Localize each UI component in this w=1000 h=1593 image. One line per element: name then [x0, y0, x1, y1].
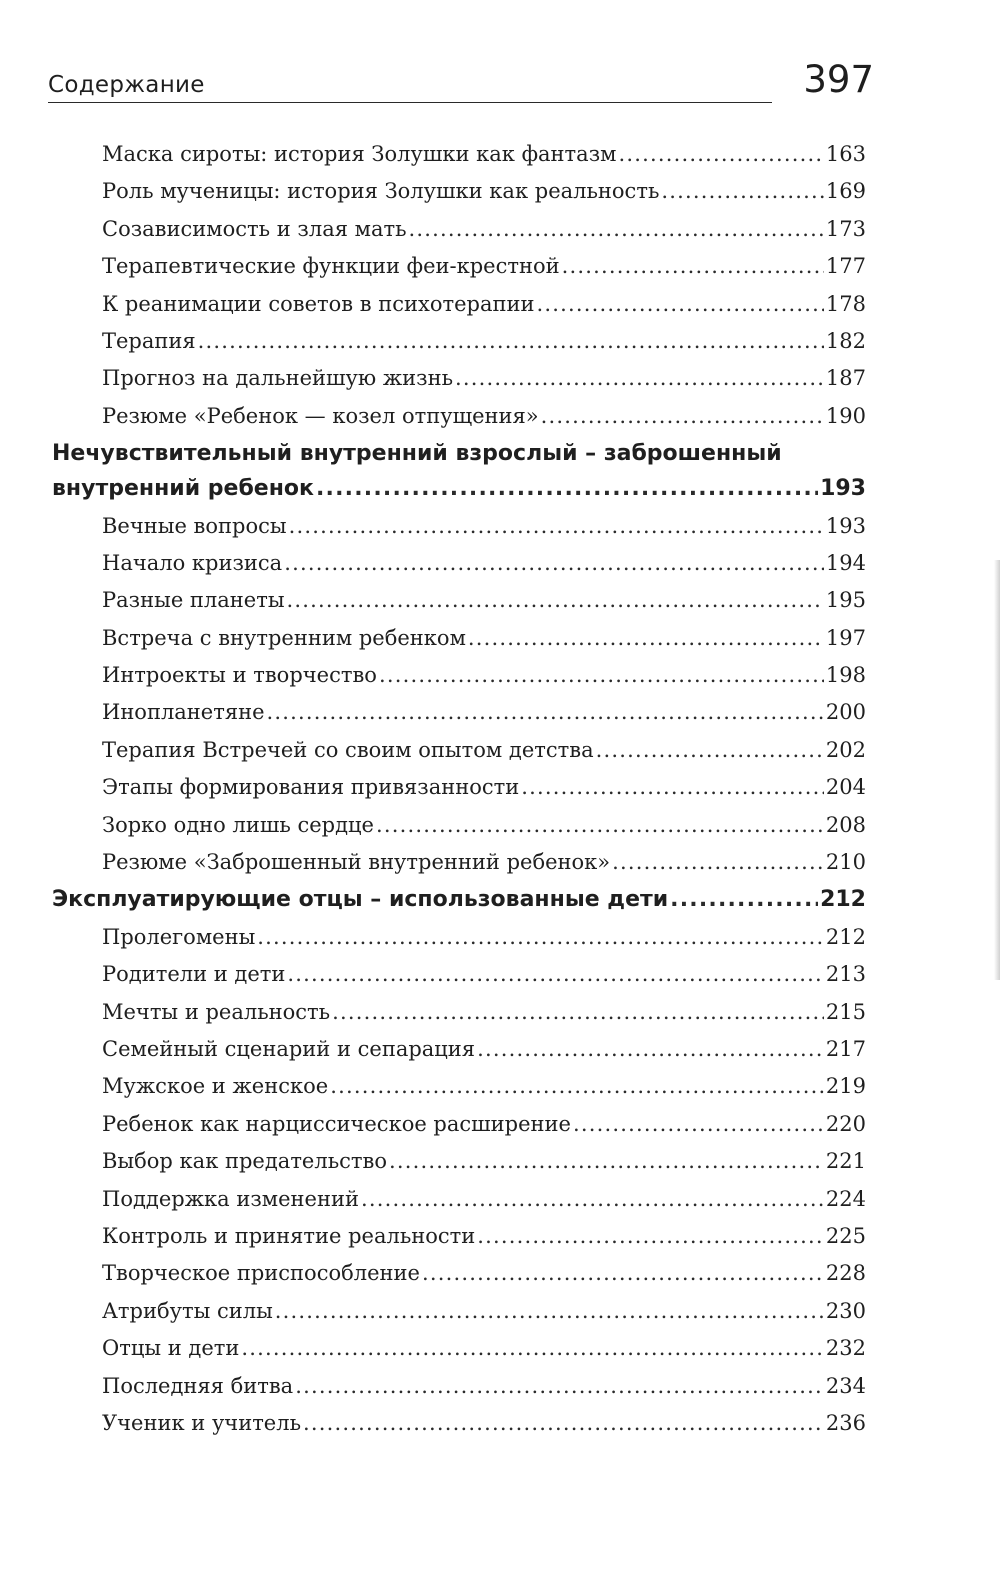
toc-entry-page: 193: [825, 513, 866, 538]
toc-entry-title: Инопланетяне: [102, 700, 265, 725]
toc-entry[interactable]: [0, 1187, 866, 1224]
toc-entry-page: 194: [825, 550, 866, 575]
toc-entry-title: Терапевтические функции феи-крестной: [102, 254, 560, 279]
toc-entry-page: 210: [825, 850, 866, 875]
dot-leader: [521, 775, 824, 799]
toc-entry[interactable]: [0, 663, 866, 700]
toc-entry-title: Ребенок как нарциссическое расширение: [102, 1111, 571, 1136]
toc-chapter-title: Эксплуатирующие отцы – использованные дети: [52, 887, 669, 913]
toc-entry-title: Терапия: [102, 328, 196, 353]
toc-entry-title: Семейный сценарий и сепарация: [102, 1036, 476, 1061]
toc-entry-title: Выбор как предательство: [102, 1149, 387, 1174]
page-edge-shadow: [994, 560, 1000, 980]
toc-entry-title: Атрибуты силы: [102, 1298, 273, 1323]
dot-leader: [198, 329, 824, 353]
toc-entry[interactable]: [0, 1261, 866, 1298]
toc-chapter-page: 212: [820, 887, 866, 913]
toc-entry-title: Последняя битва: [102, 1373, 294, 1398]
dot-leader: [267, 700, 824, 724]
dot-leader: [661, 179, 824, 203]
dot-leader: [562, 254, 824, 278]
toc-entry-page: 208: [825, 812, 866, 837]
toc-entry[interactable]: [0, 217, 866, 254]
toc-entry-title: Разные планеты: [102, 588, 285, 613]
toc-entry[interactable]: [0, 514, 866, 551]
toc-entry-title: Ученик и учитель: [102, 1410, 302, 1435]
toc-entry-title: Родители и дети: [102, 962, 286, 987]
toc-entry[interactable]: [0, 738, 866, 775]
toc-entry-page: 230: [825, 1298, 866, 1323]
dot-leader: [596, 738, 824, 762]
toc-entry[interactable]: [0, 813, 866, 850]
toc-entry[interactable]: [0, 775, 866, 812]
toc-entry-title: Роль мученицы: история Золушки как реальность: [102, 179, 660, 204]
dot-leader: [295, 1374, 824, 1398]
dot-leader: [541, 404, 824, 428]
dot-leader: [618, 142, 823, 166]
dot-leader: [537, 292, 824, 316]
toc-entry[interactable]: [0, 1074, 866, 1111]
toc-entry-page: 204: [825, 775, 866, 800]
toc-entry-page: 198: [825, 663, 866, 688]
toc-entry-title: Поддержка изменений: [102, 1186, 359, 1211]
toc-entry[interactable]: [0, 1112, 866, 1149]
toc-entry-page: 232: [825, 1336, 866, 1361]
toc-entry[interactable]: [0, 1411, 866, 1448]
toc-entry-page: 200: [825, 700, 866, 725]
toc-entry[interactable]: [0, 850, 866, 887]
toc-entry[interactable]: [0, 962, 866, 999]
toc-entry-title: Этапы формирования привязанности: [102, 775, 520, 800]
dot-leader: [316, 476, 818, 501]
toc-entry-page: 169: [825, 179, 866, 204]
dot-leader: [468, 626, 824, 650]
toc-chapter-entry[interactable]: [0, 887, 866, 924]
dot-leader: [241, 1336, 824, 1360]
toc-entry-page: 202: [825, 737, 866, 762]
toc-entry[interactable]: [0, 551, 866, 588]
dot-leader: [275, 1299, 824, 1323]
toc-entry-title: Начало кризиса: [102, 550, 283, 575]
dot-leader: [287, 962, 824, 986]
dot-leader: [455, 366, 824, 390]
toc-entry-page: 225: [825, 1223, 866, 1248]
dot-leader: [670, 887, 818, 912]
toc-entry-page: 220: [825, 1111, 866, 1136]
dot-leader: [409, 217, 824, 241]
dot-leader: [573, 1112, 824, 1136]
toc-entry-title: Интроекты и творчество: [102, 663, 377, 688]
toc-entry-page: 163: [825, 142, 866, 166]
toc-entry-page: 224: [825, 1186, 866, 1211]
toc-entry-page: 190: [825, 403, 866, 428]
toc-entry-page: 212: [825, 924, 866, 949]
toc-entry[interactable]: [0, 1224, 866, 1261]
toc-entry[interactable]: [0, 700, 866, 737]
dot-leader: [612, 850, 824, 874]
dot-leader: [422, 1261, 824, 1285]
toc-entry-page: 178: [825, 291, 866, 316]
header-divider: [48, 102, 772, 103]
toc-entry-page: 228: [825, 1261, 866, 1286]
toc-entry[interactable]: [0, 329, 866, 366]
dot-leader: [332, 1000, 824, 1024]
toc-entry-title: Маска сироты: история Золушки как фантазм: [102, 142, 617, 166]
toc-entry-title: Мечты и реальность: [102, 999, 331, 1024]
toc-entry[interactable]: [0, 254, 866, 291]
toc-entry[interactable]: [0, 588, 866, 625]
toc-chapter-entry[interactable]: [0, 476, 866, 513]
toc-entry[interactable]: [0, 1336, 866, 1373]
toc-entry-title: Контроль и принятие реальности: [102, 1223, 476, 1248]
toc-entry[interactable]: [0, 1374, 866, 1411]
toc-entry-title: Творческое приспособление: [102, 1261, 420, 1286]
toc-entry[interactable]: [0, 366, 866, 403]
toc-entry-title: Пролегомены: [102, 924, 256, 949]
dot-leader: [477, 1037, 824, 1061]
toc-entry-title: Резюме «Ребенок — козел отпущения»: [102, 403, 539, 428]
toc-entry-title: Зорко одно лишь сердце: [102, 812, 374, 837]
toc-entry-title: Отцы и дети: [102, 1336, 240, 1361]
toc-entry-title: Встреча с внутренним ребенком: [102, 625, 466, 650]
dot-leader: [379, 663, 824, 687]
toc-entry[interactable]: [0, 142, 866, 179]
dot-leader: [376, 813, 824, 837]
dot-leader: [477, 1224, 824, 1248]
dot-leader: [257, 925, 824, 949]
toc-entry[interactable]: [0, 1149, 866, 1186]
toc-entry-title: Мужское и женское: [102, 1074, 329, 1099]
toc-entry[interactable]: [0, 1299, 866, 1336]
toc-entry-title: Резюме «Заброшенный внутренний ребенок»: [102, 850, 611, 875]
running-header: [48, 58, 874, 108]
toc-entry-title: Прогноз на дальнейшую жизнь: [102, 366, 454, 391]
toc-chapter-page: 193: [820, 476, 866, 502]
toc-entry[interactable]: [0, 292, 866, 329]
toc-entry-title: Созависимость и злая мать: [102, 216, 407, 241]
toc-entry-page: 236: [825, 1410, 866, 1435]
dot-leader: [284, 551, 824, 575]
dot-leader: [330, 1074, 824, 1098]
toc-entry-title: К реанимации советов в психотерапии: [102, 291, 535, 316]
toc-entry-page: 182: [825, 328, 866, 353]
table-of-contents: [0, 142, 1000, 1448]
toc-entry-page: 213: [825, 962, 866, 987]
toc-chapter-title: Нечувствительный внутренний взрослый – заброшенный: [52, 441, 782, 467]
toc-entry-page: 197: [825, 625, 866, 650]
toc-entry-page: 217: [825, 1036, 866, 1061]
toc-entry-page: 177: [825, 254, 866, 279]
dot-leader: [389, 1149, 824, 1173]
toc-entry-page: 219: [825, 1074, 866, 1099]
toc-entry-title: Вечные вопросы: [102, 513, 287, 538]
toc-entry-page: 234: [825, 1373, 866, 1398]
toc-entry-page: 221: [825, 1149, 866, 1174]
toc-chapter-heading-line[interactable]: [0, 441, 866, 476]
toc-entry[interactable]: [0, 626, 866, 663]
toc-entry[interactable]: [0, 925, 866, 962]
dot-leader: [287, 588, 824, 612]
toc-entry[interactable]: [0, 404, 866, 441]
toc-entry-title: Терапия Встречей со своим опытом детства: [102, 737, 594, 762]
toc-entry[interactable]: [0, 179, 866, 216]
running-header-title: Содержание: [48, 72, 205, 98]
toc-entry-page: 195: [825, 588, 866, 613]
toc-entry[interactable]: [0, 1000, 866, 1037]
toc-chapter-title: внутренний ребенок: [52, 476, 314, 502]
toc-entry[interactable]: [0, 1037, 866, 1074]
dot-leader: [303, 1411, 824, 1435]
dot-leader: [361, 1187, 824, 1211]
toc-entry-page: 215: [825, 999, 866, 1024]
page-number: 397: [803, 58, 874, 101]
toc-entry-page: 173: [825, 216, 866, 241]
dot-leader: [289, 514, 824, 538]
toc-entry-page: 187: [825, 366, 866, 391]
